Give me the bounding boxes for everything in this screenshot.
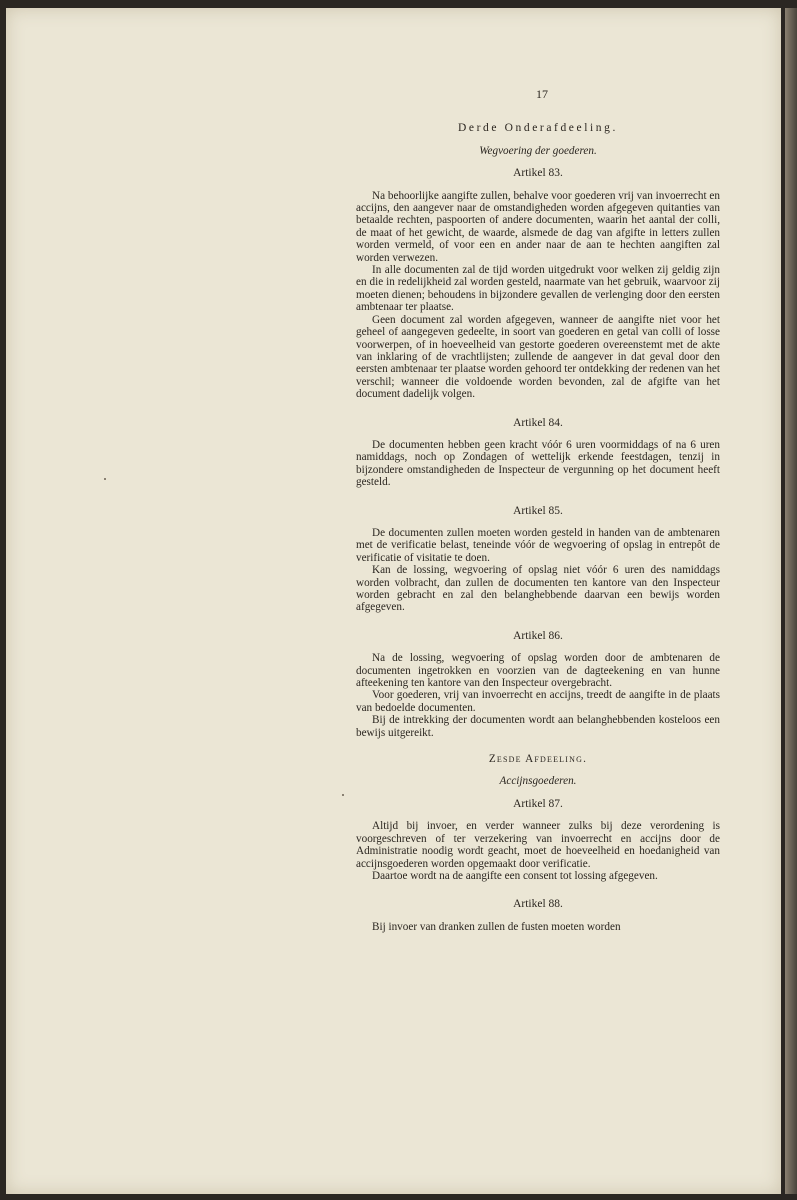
article-paragraph: De documenten zullen moeten worden gesteld in handen van de ambtenaren met de verificatie belast, teneinde vóór de wegvoering of opslag in entrepôt de verificatie of visitatie te doen. [356, 526, 720, 564]
article-83 [356, 167, 720, 400]
article-paragraph: De documenten hebben geen kracht vóór 6 uren voormiddags of na 6 uren namiddags, noch op Zondagen of wettelijk erkende feestdagen, tenzij in bijzondere omstandigheden de Inspecteur de vergunning op het document heeft gesteld. [356, 438, 720, 489]
page-content [356, 88, 720, 933]
paper-speck [342, 794, 344, 796]
article-paragraph: Voor goederen, vrij van invoerrecht en accijns, treedt de aangifte in de plaats van bedoelde documenten. [356, 689, 720, 714]
article-title: Artikel 86. [513, 629, 563, 642]
article-title: Artikel 83. [513, 167, 563, 180]
paper-speck [104, 478, 106, 480]
article-paragraph: In alle documenten zal de tijd worden uitgedrukt voor welken zij geldig zijn en die in redelijkheid zal worden gesteld, naarmate van het gebruik, waarvoor zij moeten dienen; behoudens in bijzondere gevallen de verlenging door den eersten ambtenaar ter plaatse. [356, 264, 720, 314]
article-85 [356, 505, 720, 614]
section-heading: Derde Onderafdeeling. [458, 122, 618, 135]
article-88 [356, 898, 720, 933]
article-paragraph: Bij invoer van dranken zullen de fusten moeten worden [372, 920, 621, 933]
article-paragraph: Altijd bij invoer, en verder wanneer zulks bij deze verordening is voorgeschreven of ter verzekering van invoerrecht en accijns door de Administratie noodig wordt geacht, moet de hoeveelheid en hoedanigheid van accijnsgoederen worden opgemaakt door verificatie. [356, 820, 720, 870]
section2-heading: Zesde Afdeeling. [488, 753, 588, 766]
article-paragraph: Na behoorlijke aangifte zullen, behalve voor goederen vrij van invoerrecht en accijns, den aangever naar de omstandigheden worden afgegeven quitanties van betaalde rechten, paspoorten of andere documenten, waarin het aantal der colli, de maat of het gewicht, de waarde, alsmede de dag van afgifte in letters zullen worden vermeld, of voor een en ander naar de aan te hechten aangiften zal worden verwezen. [356, 189, 720, 264]
article-87 [356, 798, 720, 882]
section-subtitle: Wegvoering der goederen. [479, 144, 597, 157]
article-84 [356, 417, 720, 489]
article-title: Artikel 87. [513, 797, 563, 810]
article-title: Artikel 88. [513, 898, 563, 911]
article-paragraph: Bij de intrekking der documenten wordt aan belanghebbenden kosteloos een bewijs uitgereikt. [356, 714, 720, 739]
page-edge [785, 8, 797, 1194]
article-title: Artikel 84. [513, 416, 563, 429]
article-paragraph: Daartoe wordt na de aangifte een consent tot lossing afgegeven. [372, 869, 658, 882]
article-title: Artikel 85. [513, 504, 563, 517]
article-86 [356, 630, 720, 739]
article-paragraph: Geen document zal worden afgegeven, wanneer de aangifte niet voor het geheel of aangegeven gedeelte, in soort van goederen en getal van colli of losse voorwerpen, of in hoeveelheid van gestorte goederen overeenstemt met de akte van inklaring of de vrachtlijsten; zullende de aangever in dat geval door den eersten ambtenaar ter plaatse worden gehoord ter ontdekking der redenen van het verschil; wanneer die voldoende worden bevonden, zal de afgifte van het document dadelijk volgen. [356, 313, 720, 401]
page-number: 17 [536, 87, 548, 101]
section2-subtitle: Accijnsgoederen. [499, 775, 577, 788]
article-paragraph: Na de lossing, wegvoering of opslag worden door de ambtenaren de documenten ingetrokken en voorzien van de dagteekening en van hunne afteekening ten kantore van den Inspecteur overgebracht. [356, 652, 720, 690]
article-paragraph: Kan de lossing, wegvoering of opslag niet vóór 6 uren des namiddags worden volbracht, dan zullen de documenten ten kantore van den Inspecteur worden gebracht en zal den belanghebbende daarvan een bewijs worden afgegeven. [356, 564, 720, 614]
